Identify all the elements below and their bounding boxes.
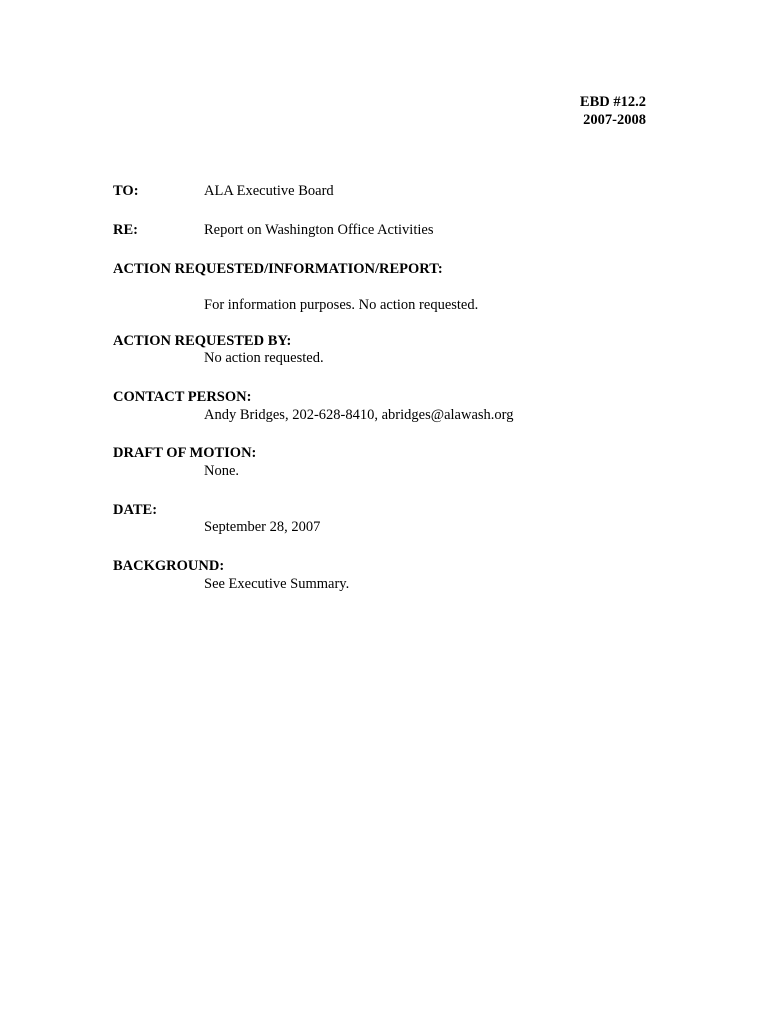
background-label: BACKGROUND: xyxy=(113,558,225,574)
contact-person-label: CONTACT PERSON: xyxy=(113,389,252,405)
to-label: TO: xyxy=(113,183,139,199)
year-range: 2007-2008 xyxy=(583,112,646,128)
action-requested-value: For information purposes. No action requested. xyxy=(204,297,479,313)
ebd-number: EBD #12.2 xyxy=(579,94,646,110)
action-requested-by-value: No action requested. xyxy=(204,350,324,366)
draft-of-motion-label: DRAFT OF MOTION: xyxy=(113,445,257,461)
re-value: Report on Washington Office Activities xyxy=(204,222,434,238)
action-requested-label: ACTION REQUESTED/INFORMATION/REPORT: xyxy=(113,261,443,277)
background-value: See Executive Summary. xyxy=(204,576,350,592)
date-value: September 28, 2007 xyxy=(204,519,321,535)
draft-of-motion-value: None. xyxy=(204,463,240,479)
date-label: DATE: xyxy=(113,502,158,518)
document-header xyxy=(560,93,646,129)
action-requested-by-label: ACTION REQUESTED BY: xyxy=(113,333,292,349)
re-label: RE: xyxy=(113,222,138,238)
to-value: ALA Executive Board xyxy=(204,183,334,199)
contact-person-value: Andy Bridges, 202-628-8410, abridges@alawash.org xyxy=(204,407,514,423)
